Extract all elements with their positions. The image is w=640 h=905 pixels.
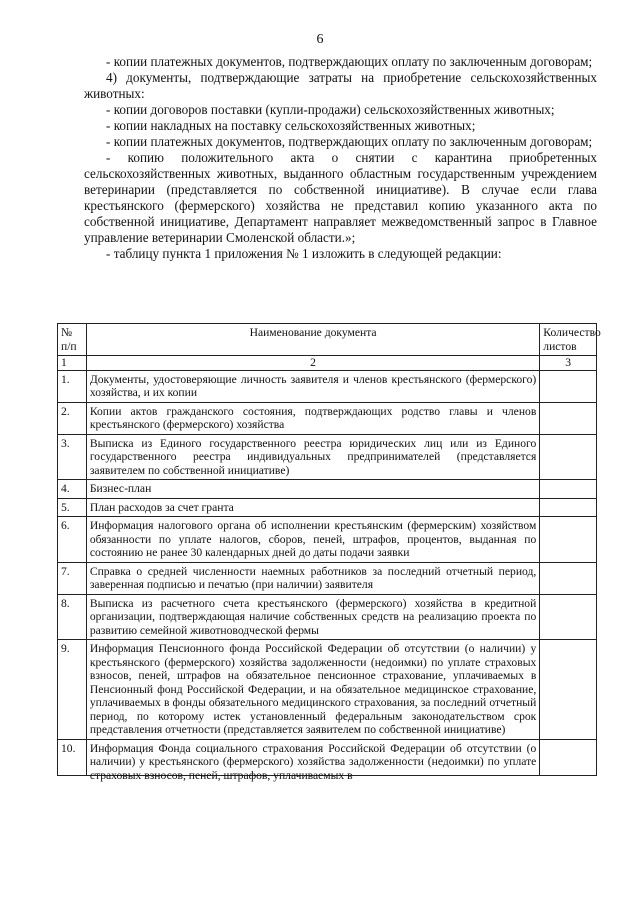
page-number: 6 bbox=[316, 32, 324, 47]
row-document: Выписка из расчетного счета крестьянского (фермерского) хозяйства в кредитной организации, подтверждающая наличие собственных средств на реализацию проекта по развитию семейной животноводческой фермы bbox=[86, 594, 539, 640]
paragraph-4: - копии накладных на поставку сельскохозяйственных животных; bbox=[106, 118, 476, 133]
documents-table-wrap bbox=[57, 323, 601, 782]
row-num: 6. bbox=[58, 517, 87, 563]
table-row bbox=[58, 640, 597, 740]
row-num: 8. bbox=[58, 594, 87, 640]
row-document: Справка о средней численности наемных работников за последний отчетный период, заверенная подписью и печатью (при наличии) заявителя bbox=[86, 562, 539, 594]
row-num: 7. bbox=[58, 562, 87, 594]
row-num: 4. bbox=[58, 480, 87, 499]
row-document: Копии актов гражданского состояния, подтверждающих родство главы и членов крестьянского (фермерского) хозяйства bbox=[86, 402, 539, 434]
row-count bbox=[540, 562, 597, 594]
paragraph-2: 4) документы, подтверждающие затраты на приобретение сельскохозяйственных животных: bbox=[84, 70, 597, 101]
row-num: 3. bbox=[58, 434, 87, 480]
row-document: Информация Пенсионного фонда Российской Федерации об отсутствии (о наличии) у крестьянского (фермерского) хозяйства задолженности (недоимки) по уплате страховых взносов, пеней, штрафов на обязательное пенсионное страхование, уплачиваемых в Пенсионный фонд Российской Федерации, и на обязательное медицинское страхование, уплачиваемых в фонды обязательного медицинского страхования, за последний отчетный период, по которому истек установленный федеральным законодательством срок представления отчетности (представляется заявителем по собственной инициативе) bbox=[86, 640, 539, 740]
row-count bbox=[540, 370, 597, 402]
row-count bbox=[540, 480, 597, 499]
row-num: 2. bbox=[58, 402, 87, 434]
row-num: 9. bbox=[58, 640, 87, 740]
table-row bbox=[58, 402, 597, 434]
row-document: Документы, удостоверяющие личность заявителя и членов крестьянского (фермерского) хозяйства, и их копии bbox=[86, 370, 539, 402]
row-num: 5. bbox=[58, 498, 87, 517]
table-row bbox=[58, 498, 597, 517]
header-document: Наименование документа bbox=[86, 324, 539, 356]
table-row bbox=[58, 517, 597, 563]
table-row bbox=[58, 562, 597, 594]
table-index-row bbox=[58, 356, 597, 371]
table-header-row bbox=[58, 324, 597, 356]
paragraph-7: - таблицу пункта 1 приложения № 1 изложить в следующей редакции: bbox=[106, 246, 502, 261]
table-row bbox=[58, 594, 597, 640]
row-count bbox=[540, 498, 597, 517]
table-row bbox=[58, 370, 597, 402]
row-count bbox=[540, 517, 597, 563]
row-count bbox=[540, 434, 597, 480]
header-num: № п/п bbox=[58, 324, 87, 356]
row-document bbox=[86, 739, 539, 782]
header-count: Количество листов bbox=[540, 324, 597, 356]
row-document: Бизнес-план bbox=[86, 480, 539, 499]
row-count bbox=[540, 739, 597, 775]
row-num: 10. bbox=[58, 739, 87, 775]
row-document: План расходов за счет гранта bbox=[86, 498, 539, 517]
table-row bbox=[58, 480, 597, 499]
paragraph-5: - копии платежных документов, подтверждающих оплату по заключенным договорам; bbox=[106, 134, 593, 149]
table-row bbox=[58, 434, 597, 480]
index-cell: 2 bbox=[86, 356, 539, 371]
paragraph-1: - копии платежных документов, подтверждающих оплату по заключенным договорам; bbox=[106, 54, 593, 69]
index-cell: 1 bbox=[58, 356, 87, 371]
row-count bbox=[540, 594, 597, 640]
index-cell: 3 bbox=[540, 356, 597, 371]
documents-table bbox=[57, 323, 601, 782]
table-row bbox=[58, 739, 597, 775]
row-num: 1. bbox=[58, 370, 87, 402]
row-count bbox=[540, 402, 597, 434]
row-document-text: Информация Фонда социального страхования Российской Федерации об отсутствии (о наличии) у крестьянского (фермерского) хозяйства задолженности (недоимки) по уплате страховых взносов, пеней, штрафов, уплачиваемых в bbox=[89, 741, 537, 782]
paragraph-3: - копии договоров поставки (купли-продажи) сельскохозяйственных животных; bbox=[106, 102, 555, 117]
row-document: Выписка из Единого государственного реестра юридических лиц или из Единого государственного реестра индивидуальных предпринимателей (представляется заявителем по собственной инициативе) bbox=[86, 434, 539, 480]
row-document: Информация налогового органа об исполнении крестьянским (фермерским) хозяйством обязанности по уплате налогов, сборов, пеней, штрафов, процентов, выданная по состоянию не ранее 30 календарных дней до даты подачи заявки bbox=[86, 517, 539, 563]
body-text bbox=[84, 54, 597, 262]
paragraph-6: - копию положительного акта о снятии с карантина приобретенных сельскохозяйственных животных, выданного областным государственным учреждением ветеринарии (представляется по собственной инициативе). В случае если глава крестьянского (фермерского) хозяйства не представил копию указанного акта по собственной инициативе, Департамент направляет межведомственный запрос в Главное управление ветеринарии Смоленской области.»; bbox=[84, 150, 597, 245]
row-count bbox=[540, 640, 597, 740]
